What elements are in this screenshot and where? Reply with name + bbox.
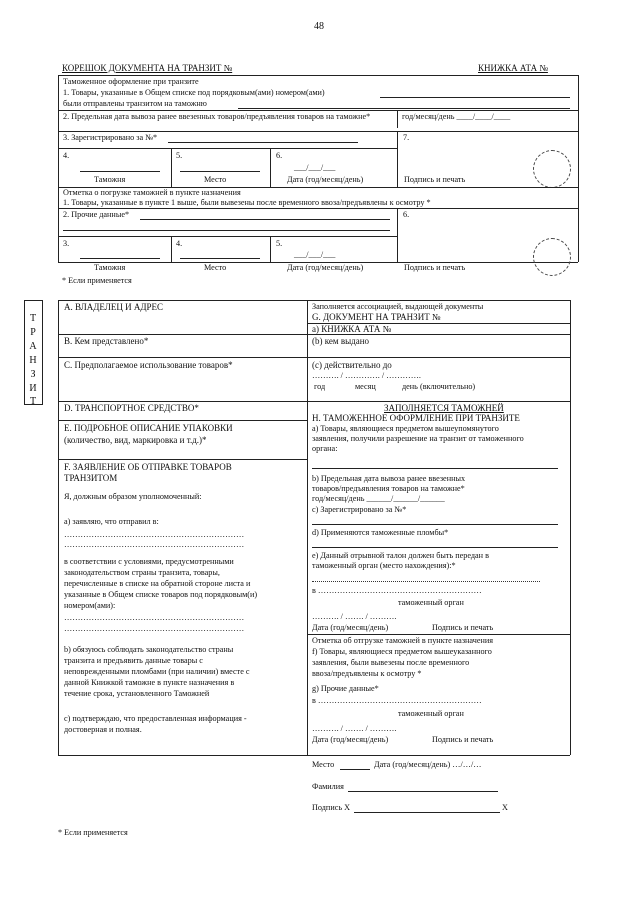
stub-box4b: 4. (176, 239, 183, 248)
f-b3: неповрежденными пломбами (при наличии) вместе с (64, 667, 250, 676)
date-ymd: Дата (год/месяц/день) …/…/… (374, 760, 482, 769)
f-dots-1: ………………………………………………………… (64, 530, 245, 539)
h-a-field (312, 468, 558, 469)
h-e1: е) Данный отрывной талон должен быть передан в (312, 551, 489, 560)
h-v: в …………………………………………………… (312, 586, 482, 595)
a-owner-label: A. ВЛАДЕЛЕЦ И АДРЕС (64, 302, 164, 312)
place-label: Место (312, 760, 335, 769)
h-e2: таможенный орган (место нахождения):* (312, 561, 456, 570)
stub-divider-v2 (397, 131, 398, 187)
d-transport-label: D. ТРАНСПОРТНОЕ СРЕДСТВО* (64, 403, 199, 413)
form-right-border (570, 300, 571, 755)
sign-x-end: X (502, 803, 508, 812)
form-left-border (58, 300, 59, 755)
form-bottom-border (58, 755, 570, 756)
f-c1: с) подтверждаю, что предоставленная информация - (64, 714, 247, 723)
f-c2: достоверная и полная. (64, 725, 142, 734)
stub-line2: 2. Предельная дата вывоза ранее ввезенных товаров/предъявления товаров на таможне* (63, 112, 371, 121)
stub-customs-heading: Таможенное оформление при транзите (63, 77, 199, 86)
assoc-fill-label: Заполняется ассоциацией, выдающей документы (312, 302, 484, 311)
place-field[interactable] (340, 769, 370, 770)
h-c-field (312, 524, 558, 525)
stub-dest-heading: Отметка о погрузке таможней в пункте назначения (63, 188, 241, 197)
row-c-divider (58, 357, 570, 358)
b-issued-label: (b) кем выдано (312, 336, 370, 346)
stub-place-field2 (180, 258, 260, 259)
transit-letter: Т (29, 313, 37, 324)
h-a1: а) Товары, являющиеся предметом вышеупомянутого (312, 424, 499, 433)
stub-divider-6 (58, 236, 397, 237)
stub-right-border (578, 75, 579, 262)
row-d-divider (58, 401, 570, 402)
transit-letter: З (30, 369, 36, 380)
h-e-dotted-field (312, 581, 540, 582)
h-f3: ввоза/предъявлены к осмотру * (312, 669, 422, 678)
c-day: день (включительно) (402, 382, 476, 391)
stub-divider-3 (58, 148, 397, 149)
stamp-circle-icon (533, 238, 571, 276)
h-a2: заявления, получили разрешение на транзит от таможенного (312, 434, 524, 443)
f-a: а) заявляю, что отправил в: (64, 517, 159, 526)
h-f1: f) Товары, являющиеся предметом вышеуказанного (312, 647, 492, 656)
stub-dest-field2 (63, 230, 390, 231)
b-rep-label: B. Кем представлено* (64, 336, 149, 346)
form-footnote: * Если применяется (58, 828, 128, 837)
f-dots-3: ………………………………………………………… (64, 613, 245, 622)
stub-carnet-label: КНИЖКА АТА № (478, 63, 548, 73)
stub-line1: 1. Товары, указанные в Общем списке под порядковым(ами) номером(ами) (63, 88, 325, 97)
stub-line1b-field (238, 108, 570, 109)
c-valid-label: (c) действительно до (312, 360, 392, 370)
stub-date-slashes2: ___/___/___ (294, 250, 336, 259)
stub-dest-line2: 2. Прочие данные* (63, 210, 130, 219)
f-dots-2: ………………………………………………………… (64, 540, 245, 549)
h-org: таможенный орган (398, 598, 464, 607)
stub-box7: 7. (403, 133, 410, 142)
f-text1: в соответствии с условиями, предусмотренными (64, 557, 234, 566)
stub-caption-customs: Таможня (94, 175, 126, 184)
form-top-border (58, 300, 570, 301)
h-datedots: ………. / ……. / ………. (312, 612, 397, 621)
stub-top-border (58, 75, 578, 76)
h-mark-divider (307, 634, 570, 635)
f-b5: течение срока, установленного Таможней (64, 689, 210, 698)
f-b2: транзита и предъявить данные товары с (64, 656, 203, 665)
h-sign: Подпись и печать (432, 623, 494, 632)
stub-divider-v7 (270, 236, 271, 262)
sign-label: Подпись X (312, 803, 351, 812)
h-sign2: Подпись и печать (432, 735, 494, 744)
stub-box3: 3. (63, 239, 70, 248)
h-d-field (312, 547, 558, 548)
stub-place-field (180, 171, 260, 172)
stub-line1b: были отправлены транзитом на таможню (63, 99, 207, 108)
stub-divider-v3 (171, 148, 172, 187)
stub-customs-field2 (80, 258, 160, 259)
f-title2: ТРАНЗИТОМ (64, 473, 118, 483)
f-b4: данной Книжкой таможне в пункте назначения в (64, 678, 235, 687)
h-v2: в …………………………………………………… (312, 696, 482, 705)
f-text3: перечисленные в списке на обратной стороне листа и (64, 579, 251, 588)
f-text4: указанные в Общем списке товаров под порядковым(и) (64, 590, 258, 599)
stub-left-border (58, 75, 59, 262)
h-org2: таможенный орган (398, 709, 464, 718)
stub-title: КОРЕШОК ДОКУМЕНТА НА ТРАНЗИТ № (62, 63, 233, 73)
h-b3: год/месяц/день ______/______/______ (312, 494, 445, 503)
stub-dest-line1: 1. Товары, указанные в пункте 1 выше, были вывезены после временного ввоза/предъявлены к осмотру * (63, 198, 431, 207)
stub-divider-5 (58, 208, 578, 209)
stub-line3: 3. Зарегистрировано за №* (63, 133, 158, 142)
stub-caption-date: Дата (год/месяц/день) (287, 175, 364, 184)
stub-divider-1 (58, 110, 578, 111)
transit-letter: А (29, 341, 37, 352)
e-title: E. ПОДРОБНОЕ ОПИСАНИЕ УПАКОВКИ (64, 423, 233, 433)
stub-divider-v5 (397, 208, 398, 262)
h-g: g) Прочие данные* (312, 684, 379, 693)
a-carnet-label: а) КНИЖКА АТА № (312, 324, 392, 334)
stub-divider-v6 (171, 236, 172, 262)
surname-field[interactable] (348, 791, 498, 792)
stub-box6: 6. (276, 151, 283, 160)
f-auth: Я, должным образом уполномоченный: (64, 492, 202, 501)
h-datedots2: ………. / ……. / ………. (312, 724, 397, 733)
stub-customs-field (80, 171, 160, 172)
surname-label: Фамилия (312, 782, 344, 791)
stub-divider-v4 (270, 148, 271, 187)
stub-line3-field (168, 142, 358, 143)
stub-caption-place: Место (204, 175, 227, 184)
customs-fill-label: ЗАПОЛНЯЕТСЯ ТАМОЖНЕЙ (384, 403, 504, 413)
stub-caption-customs2: Таможня (94, 263, 126, 272)
h-b1: b) Предельная дата вывоза ранее ввезенных (312, 474, 466, 483)
h-mark: Отметка об отгрузке таможней в пункте назначения (312, 636, 494, 645)
transit-letter: И (29, 383, 37, 394)
form-middle-divider (307, 300, 308, 755)
stub-caption-place2: Место (204, 263, 227, 272)
c-dots: ………. / …………. / …………. (312, 371, 421, 380)
c-month: месяц (355, 382, 376, 391)
stub-divider-2 (58, 131, 578, 132)
transit-letter: Т (29, 396, 37, 407)
stub-caption-sign: Подпись и печать (404, 175, 466, 184)
c-use-label: C. Предполагаемое использование товаров* (64, 360, 233, 370)
stub-date-slashes: ___/___/___ (294, 163, 336, 172)
h-f2: заявления, были вывезены после временного (312, 658, 470, 667)
stub-box5: 5. (176, 151, 183, 160)
stub-date-format: год/месяц/день ____/____/____ (402, 112, 511, 121)
stub-line1-field (380, 97, 570, 98)
signature-field[interactable] (354, 812, 500, 813)
h-date: Дата (год/месяц/день) (312, 623, 389, 632)
f-b1: b) обязуюсь соблюдать законодательство страны (64, 645, 234, 654)
stamp-circle-icon (533, 150, 571, 188)
h-date2: Дата (год/месяц/день) (312, 735, 389, 744)
h-title: H. ТАМОЖЕННОЕ ОФОРМЛЕНИЕ ПРИ ТРАНЗИТЕ (312, 413, 520, 423)
stub-dest-field1 (140, 219, 390, 220)
f-dots-4: ………………………………………………………… (64, 624, 245, 633)
f-title1: F. ЗАЯВЛЕНИЕ ОБ ОТПРАВКЕ ТОВАРОВ (64, 462, 232, 472)
row-b-divider (58, 334, 570, 335)
transit-letter: Р (30, 327, 36, 338)
h-a3: органа: (312, 444, 338, 453)
page-number: 48 (314, 21, 324, 32)
stub-divider-v1 (397, 110, 398, 128)
stub-caption-date2: Дата (год/месяц/день) (287, 263, 364, 272)
row-f-divider (58, 459, 307, 460)
e-sub: (количество, вид, маркировка и т.д.)* (64, 435, 207, 445)
stub-caption-sign2: Подпись и печать (404, 263, 466, 272)
g-doc-label: G. ДОКУМЕНТ НА ТРАНЗИТ № (312, 312, 441, 322)
h-d: d) Применяются таможенные пломбы* (312, 528, 449, 537)
stub-box4: 4. (63, 151, 70, 160)
stub-box6b: 6. (403, 210, 410, 219)
row-e-divider (58, 420, 307, 421)
c-year: год (314, 382, 326, 391)
transit-letter: Н (29, 355, 37, 366)
stub-box5b: 5. (276, 239, 283, 248)
f-text2: законодательством страны транзита, товары, (64, 568, 220, 577)
h-c: с) Зарегистрировано за №* (312, 505, 407, 514)
f-text5: номером(ами): (64, 601, 116, 610)
h-b2: товаров/предъявления товаров на таможне* (312, 484, 465, 493)
stub-footnote: * Если применяется (62, 276, 132, 285)
